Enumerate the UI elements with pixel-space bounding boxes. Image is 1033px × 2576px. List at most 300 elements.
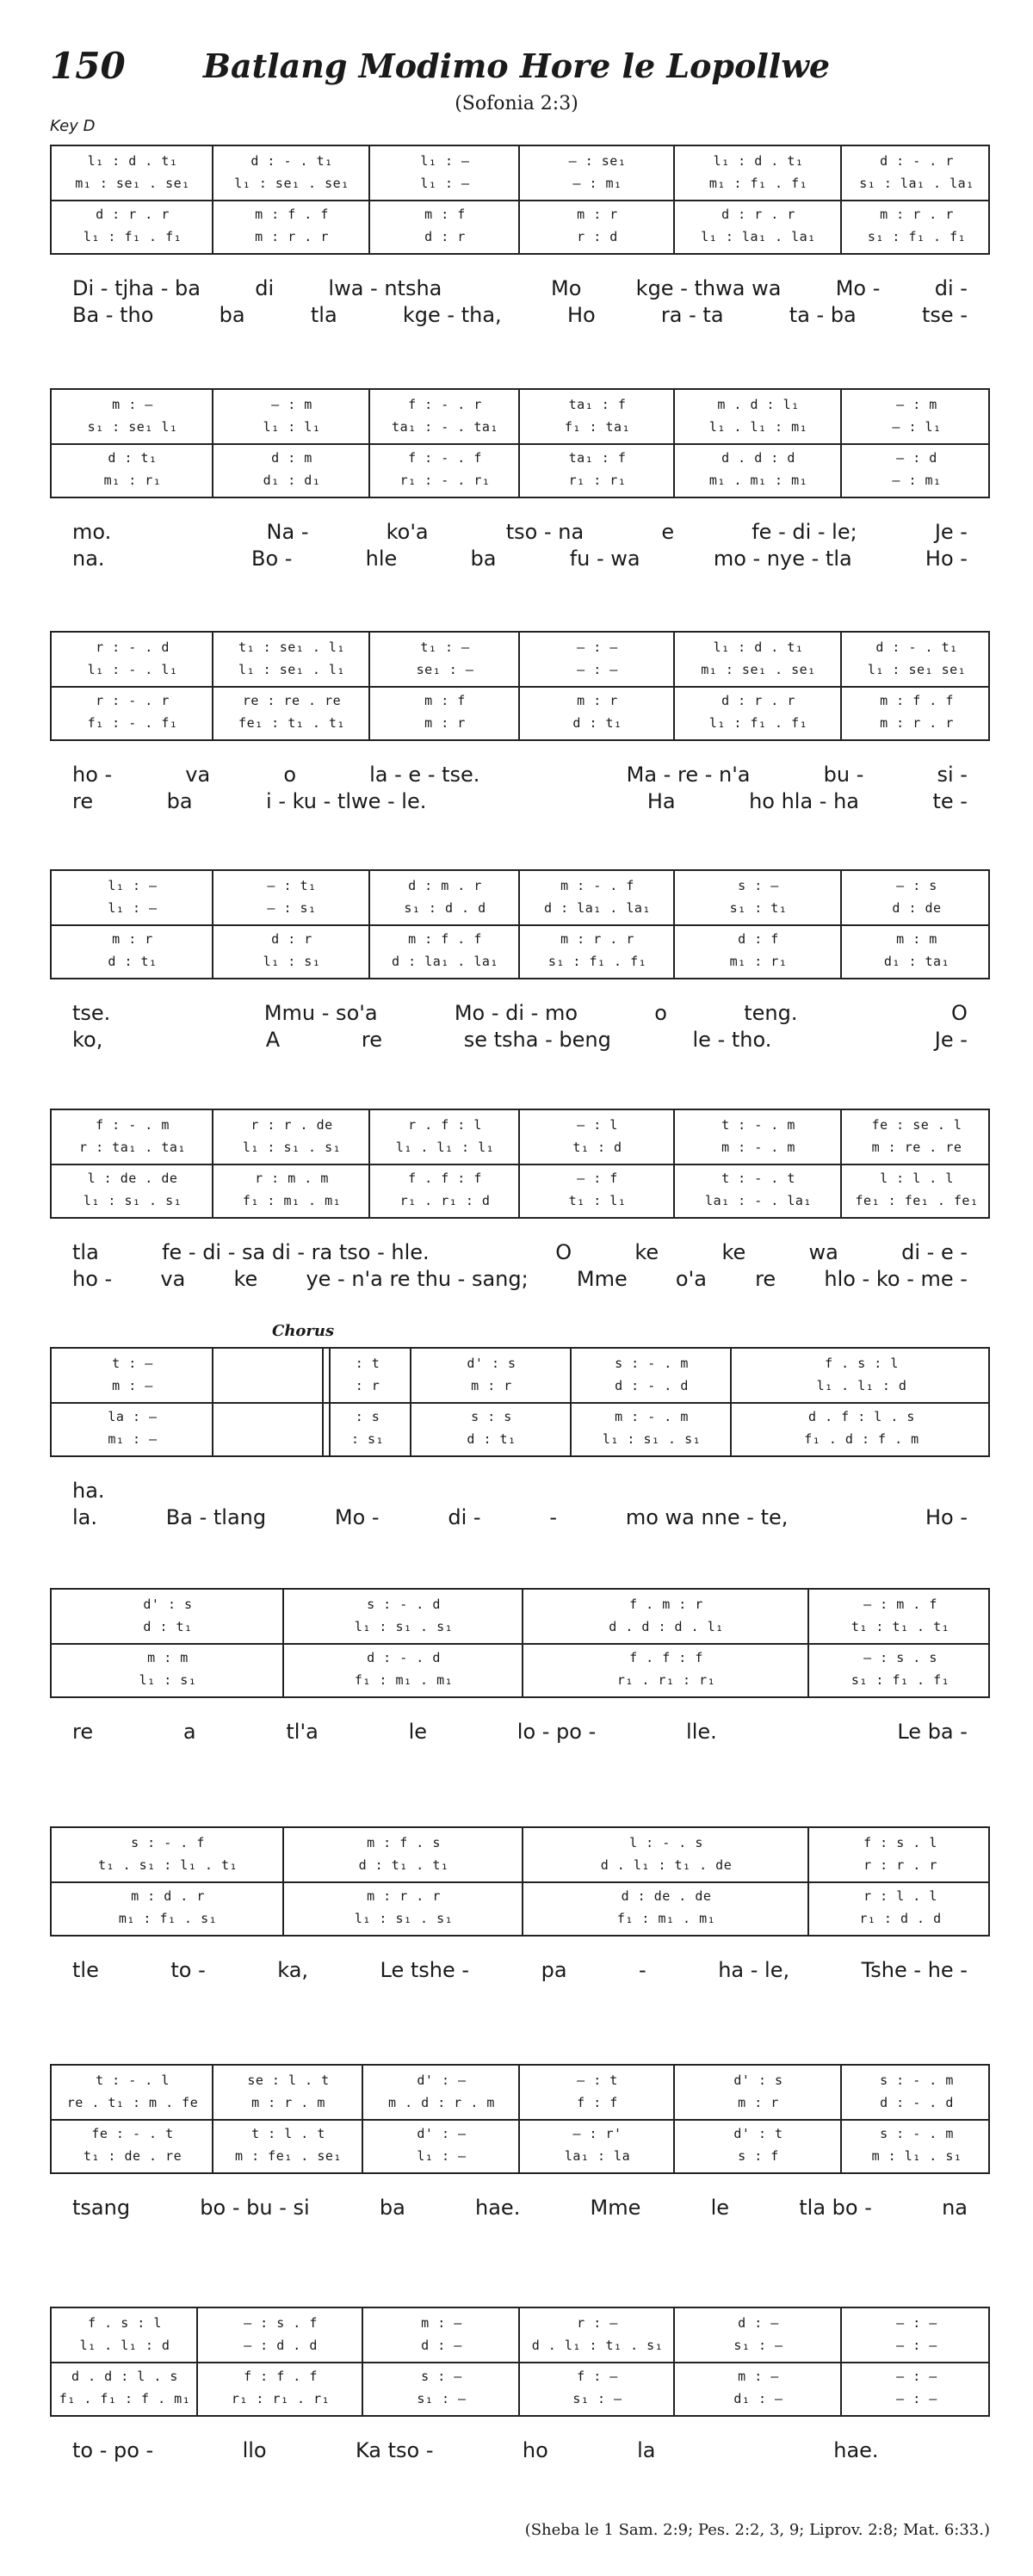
sol-fa-notes: s : — [421, 2369, 462, 2384]
lyric-syllable: lo - po - [516, 1720, 597, 1744]
measure-cell [520, 871, 675, 926]
sol-fa-notes: r₁ : r₁ [568, 473, 627, 488]
lyric-syllable: to - po - [72, 2438, 154, 2462]
lyric-line [50, 1478, 990, 1504]
measure-cell [842, 443, 992, 498]
sol-fa-notes: m : — [421, 2315, 462, 2331]
sol-fa-notes: r : - . r [96, 693, 170, 708]
sol-fa-notes: r : r . r [863, 1857, 937, 1873]
lyric-syllable: ye - n'a re thu - sang; [306, 1267, 529, 1291]
sol-fa-notes: s₁ : d . d [404, 900, 486, 916]
sol-fa-notes: m : r [738, 2095, 779, 2110]
lyric-syllable: la. [72, 1505, 98, 1529]
sol-fa-notes: f₁ : - . f₁ [87, 715, 178, 731]
sol-fa-notes: : s₁ [350, 1431, 385, 1447]
lyric-syllable: Ho - [925, 1505, 968, 1529]
lyric-syllable: o [654, 1001, 667, 1025]
measure-cell [52, 871, 213, 926]
music-system [50, 1826, 990, 2033]
sol-fa-notes: s : - . m [880, 2073, 954, 2088]
sol-fa-notes: m : f . s [367, 1835, 441, 1850]
music-system [50, 1347, 990, 1554]
lyric-syllable: di [255, 276, 275, 300]
lyric-syllable: lle. [686, 1720, 717, 1744]
sol-fa-notes: — : — [896, 2315, 937, 2331]
sol-fa-notes: s₁ : f₁ . f₁ [851, 1672, 950, 1688]
lyrics [50, 275, 990, 329]
lyric-syllable: Tshe - he - [861, 1958, 968, 1982]
lyric-syllable: ho [522, 2438, 548, 2462]
sol-fa-notes: d' : s [733, 2073, 783, 2088]
measure-cell [370, 633, 520, 688]
measure-cell [52, 146, 213, 201]
measure-cell [675, 924, 842, 979]
sol-fa-notes: l₁ : f₁ . f₁ [708, 715, 808, 731]
sol-fa-notes: t : - . m [721, 1117, 795, 1133]
lyric-syllable: le [408, 1720, 427, 1744]
lyric-syllable: bo - bu - si [200, 2196, 310, 2220]
sol-fa-notes: l₁ : f₁ . f₁ [83, 229, 182, 244]
sol-fa-notes: t : — [112, 1356, 153, 1371]
sol-fa-notes: f : f . f [244, 2369, 318, 2384]
sol-fa-staff [50, 869, 990, 979]
measure-cell [52, 390, 213, 445]
sol-fa-notes: t : - . l [96, 2073, 170, 2088]
lyric-syllable: Mmu - so'a [263, 1001, 378, 1025]
measure-cell [52, 1402, 213, 1457]
measure-cell [520, 633, 675, 688]
lyric-syllable: ho - [72, 763, 113, 787]
lyric-syllable: Mo - [334, 1505, 380, 1529]
sol-fa-notes: m : - . f [560, 878, 634, 893]
measure-cell [520, 2308, 675, 2363]
lyric-syllable: ba [470, 547, 497, 571]
lyrics [50, 1239, 990, 1293]
sol-fa-notes: m : - . m [615, 1409, 689, 1424]
measure-cell [370, 146, 520, 201]
lyrics [50, 519, 990, 572]
sol-fa-notes: m : — [112, 1378, 153, 1393]
sol-fa-notes: d' : t [733, 2126, 783, 2141]
sol-fa-notes: : t [355, 1356, 380, 1371]
sol-fa-notes: f₁ : m₁ . m₁ [616, 1911, 716, 1926]
measure-cell [213, 1164, 370, 1219]
lyric-syllable: o'a [675, 1267, 707, 1291]
sol-fa-notes: d . d : d [721, 450, 795, 466]
lyric-syllable: tse - [922, 303, 968, 327]
sol-fa-notes: l₁ : s₁ [139, 1672, 197, 1688]
scripture-subtitle: (Sofonia 2:3) [455, 93, 578, 114]
measure-cell [842, 200, 992, 255]
music-system [50, 2307, 990, 2513]
measure-cell [324, 1349, 411, 1404]
lyrics [50, 1000, 990, 1053]
measure-cell [523, 1881, 809, 1937]
measure-cell [842, 2362, 992, 2417]
hymn-title: Batlang Modimo Hore le Lopollwe [202, 46, 831, 85]
sol-fa-notes: s₁ : t₁ [729, 900, 788, 916]
lyric-syllable: teng. [744, 1001, 798, 1025]
lyric-line [50, 275, 990, 302]
measure-cell [52, 1828, 284, 1883]
measure-cell [213, 633, 370, 688]
sol-fa-notes: d : m . r [408, 878, 482, 893]
measure-cell [213, 1402, 324, 1457]
music-system [50, 2064, 990, 2270]
lyric-syllable: la - e - tse. [369, 763, 480, 787]
lyric-syllable: ba [379, 2196, 405, 2220]
sol-fa-notes: l : de . de [87, 1171, 178, 1186]
measure-cell [675, 1164, 842, 1219]
measure-cell [213, 443, 370, 498]
sol-fa-notes: d' : — [417, 2073, 467, 2088]
measure-cell [52, 1349, 213, 1404]
sol-fa-notes: f : — [577, 2369, 618, 2384]
lyric-line [50, 1957, 990, 1984]
measure-cell [520, 2362, 675, 2417]
sol-fa-notes: t₁ : l₁ [568, 1193, 627, 1208]
sol-fa-notes: t : - . t [721, 1171, 795, 1186]
lyrics [50, 1478, 990, 1531]
sol-fa-notes: d' : s [467, 1356, 516, 1371]
measure-cell [370, 686, 520, 741]
sol-fa-notes: f . s : l [825, 1356, 899, 1371]
lyric-syllable: Ba - tho [72, 303, 154, 327]
sol-fa-notes: m : r [112, 931, 153, 947]
sol-fa-notes: m : f [424, 693, 466, 708]
measure-cell [213, 924, 370, 979]
sol-fa-notes: r : r . de [251, 1117, 333, 1133]
measure-cell [52, 686, 213, 741]
sol-fa-notes: d . d : l . s [71, 2369, 178, 2384]
sol-fa-notes: d : — [421, 2338, 462, 2353]
sol-fa-notes: d : - . d [880, 2095, 954, 2110]
sol-fa-notes: d : t₁ [572, 715, 622, 731]
sol-fa-notes: s : — [738, 878, 779, 893]
lyric-syllable: tsang [72, 2196, 131, 2220]
measure-cell [52, 1881, 284, 1937]
measure-cell [52, 200, 213, 255]
lyrics [50, 2195, 990, 2221]
sol-fa-notes: ta₁ : - . ta₁ [392, 419, 498, 435]
sol-fa-notes: r : - . d [96, 639, 170, 655]
sol-fa-notes: m : f . f [880, 693, 954, 708]
lyric-syllable: la [637, 2438, 656, 2462]
sol-fa-notes: s : - . f [131, 1835, 205, 1850]
sol-fa-notes: f : f [577, 2095, 618, 2110]
lyric-syllable: Mo - di - mo [454, 1001, 578, 1025]
measure-cell [809, 1643, 992, 1698]
sol-fa-notes: d : — [738, 2315, 779, 2331]
measure-cell [284, 1590, 523, 1645]
sol-fa-notes: d : - . t₁ [251, 153, 333, 169]
measure-cell [675, 633, 842, 688]
measure-cell [284, 1881, 523, 1937]
measure-cell [52, 2308, 198, 2363]
sol-fa-notes: t₁ : se₁ . l₁ [238, 639, 345, 655]
measure-cell [370, 390, 520, 445]
measure-cell [213, 871, 370, 926]
sol-fa-notes: d : - . t₁ [875, 639, 958, 655]
sol-fa-staff [50, 388, 990, 498]
lyric-line [50, 519, 990, 546]
sol-fa-notes: d : la₁ . la₁ [544, 900, 651, 916]
lyric-syllable: le - tho. [692, 1028, 772, 1052]
lyric-syllable: Le tshe - [380, 1958, 470, 1982]
sol-fa-notes: s₁ : la₁ . la₁ [859, 176, 974, 191]
measure-cell [52, 1110, 213, 1165]
sol-fa-notes: — : r' [572, 2126, 622, 2141]
sol-fa-notes: l₁ : — [417, 2148, 467, 2164]
measure-cell [732, 1402, 992, 1457]
sol-fa-notes: fe₁ : t₁ . t₁ [238, 715, 345, 731]
lyric-syllable: re [361, 1028, 382, 1052]
lyric-syllable: tl'a [286, 1720, 319, 1744]
measure-cell [520, 2066, 675, 2121]
music-system [50, 145, 990, 351]
sol-fa-notes: fe₁ : fe₁ . fe₁ [855, 1193, 979, 1208]
lyric-syllable: va [160, 1267, 186, 1291]
sol-fa-notes: — : l [577, 1117, 618, 1133]
sol-fa-notes: m : r . m [251, 2095, 325, 2110]
sol-fa-notes: m : — [738, 2369, 779, 2384]
measure-cell [675, 200, 842, 255]
measure-cell [842, 686, 992, 741]
measure-cell [842, 2066, 992, 2121]
sol-fa-notes: f : - . r [408, 397, 482, 412]
measure-cell [523, 1590, 809, 1645]
sol-fa-notes: — : m₁ [892, 473, 942, 488]
sol-fa-notes: s₁ : — [733, 2338, 783, 2353]
music-system [50, 1588, 990, 1795]
lyric-syllable: ko, [72, 1028, 103, 1052]
measure-cell [213, 1349, 324, 1404]
lyric-syllable: fu - wa [569, 547, 640, 571]
lyric-syllable: re [72, 1720, 94, 1744]
measure-cell [198, 2308, 363, 2363]
lyric-syllable: tla [72, 1240, 99, 1264]
lyric-syllable: di - [448, 1505, 481, 1529]
sol-fa-notes: — : — [896, 2369, 937, 2384]
lyric-syllable: mo. [72, 520, 112, 544]
sol-fa-notes: m : d . r [131, 1888, 205, 1904]
lyric-syllable: O [951, 1001, 968, 1025]
measure-cell [523, 1828, 809, 1883]
lyric-line [50, 1266, 990, 1293]
measure-cell [675, 871, 842, 926]
lyric-syllable: llo [242, 2438, 267, 2462]
measure-cell [572, 1349, 732, 1404]
measure-cell [809, 1590, 992, 1645]
sol-fa-notes: s : - . d [367, 1597, 441, 1612]
lyric-syllable: se tsha - beng [463, 1028, 611, 1052]
sol-fa-notes: d : r [424, 229, 466, 244]
lyric-syllable: hae. [475, 2196, 521, 2220]
sol-fa-notes: m : f . f [255, 207, 329, 222]
measure-cell [52, 2119, 213, 2174]
lyric-line [50, 2437, 990, 2464]
sol-fa-notes: m : fe₁ . se₁ [235, 2148, 342, 2164]
sol-fa-notes: d : r [271, 931, 312, 947]
sol-fa-notes: t₁ : — [420, 639, 470, 655]
sol-fa-notes: d₁ : d₁ [263, 473, 321, 488]
measure-cell [363, 2066, 520, 2121]
measure-cell [52, 1164, 213, 1219]
measure-cell [213, 390, 370, 445]
sol-fa-notes: t₁ : d [572, 1140, 622, 1155]
measure-cell [363, 2119, 520, 2174]
sol-fa-notes: s : - . m [615, 1356, 689, 1371]
sol-fa-notes: : r [355, 1378, 380, 1393]
lyric-syllable: wa [808, 1240, 838, 1264]
sol-fa-notes: ta₁ : f [568, 397, 627, 412]
measure-cell [842, 871, 992, 926]
sol-fa-notes: l₁ : d . t₁ [713, 639, 804, 655]
measure-cell [675, 686, 842, 741]
sol-fa-notes: m : - . m [721, 1140, 795, 1155]
measure-cell [52, 1643, 284, 1698]
lyric-syllable: ke [634, 1240, 659, 1264]
lyric-syllable: hle [365, 547, 398, 571]
measure-cell [52, 924, 213, 979]
measure-cell [370, 443, 520, 498]
lyric-syllable: Mme [576, 1267, 628, 1291]
lyric-line [50, 302, 990, 329]
measure-cell [213, 2066, 363, 2121]
sol-fa-notes: d : t₁ [467, 1431, 516, 1447]
measure-cell [213, 200, 370, 255]
measure-cell [842, 146, 992, 201]
lyric-syllable: ha - le, [718, 1958, 790, 1982]
measure-cell [675, 2308, 842, 2363]
lyric-syllable: tso - na [505, 520, 585, 544]
sol-fa-notes: s : s [471, 1409, 512, 1424]
sol-fa-notes: m : re . re [871, 1140, 962, 1155]
sol-fa-notes: m : — [112, 397, 153, 412]
sol-fa-notes: r₁ . r₁ : d [399, 1193, 491, 1208]
sol-fa-notes: f : - . m [96, 1117, 170, 1133]
lyric-syllable: ho - [72, 1267, 113, 1291]
sol-fa-notes: fe : se . l [871, 1117, 962, 1133]
sol-fa-notes: d . l₁ : t₁ . s₁ [531, 2338, 664, 2353]
key-signature: Key D [50, 117, 96, 135]
sol-fa-notes: m₁ : se₁ . se₁ [75, 176, 190, 191]
sol-fa-notes: l₁ : s₁ [263, 954, 321, 969]
measure-cell [213, 1110, 370, 1165]
measure-cell [213, 2119, 363, 2174]
lyric-syllable: na [942, 2196, 968, 2220]
measure-cell [520, 443, 675, 498]
sol-fa-notes: d₁ : — [733, 2391, 783, 2406]
lyric-syllable: va [185, 763, 211, 787]
lyric-syllable: kge - thwa wa [635, 276, 782, 300]
sol-fa-notes: m : m [147, 1650, 189, 1665]
lyric-line [50, 546, 990, 572]
sol-fa-notes: m₁ . m₁ : m₁ [708, 473, 808, 488]
lyric-syllable: i - ku - tlwe - le. [266, 789, 427, 813]
sol-fa-notes: l₁ : la₁ . la₁ [701, 229, 816, 244]
sol-fa-notes: l₁ : d . t₁ [87, 153, 178, 169]
sol-fa-notes: d : la₁ . la₁ [392, 954, 498, 969]
lyrics [50, 762, 990, 815]
sol-fa-notes: — : s [896, 878, 937, 893]
sol-fa-notes: — : d . d [244, 2338, 318, 2353]
sol-fa-notes: d : - . d [367, 1650, 441, 1665]
measure-cell [52, 633, 213, 688]
sol-fa-notes: l₁ . l₁ : l₁ [395, 1140, 495, 1155]
measure-cell [363, 2308, 520, 2363]
lyric-syllable: Ho - [925, 547, 968, 571]
lyric-line [50, 2195, 990, 2221]
measure-cell [520, 146, 675, 201]
measure-cell [842, 1110, 992, 1165]
lyric-syllable: tle [72, 1958, 99, 1982]
sol-fa-notes: l₁ : s₁ . s₁ [602, 1431, 702, 1447]
measure-cell [370, 200, 520, 255]
measure-cell [842, 2308, 992, 2363]
measure-cell [520, 924, 675, 979]
sol-fa-notes: l₁ : se₁ . se₁ [234, 176, 349, 191]
sol-fa-notes: r : ta₁ . ta₁ [79, 1140, 186, 1155]
measure-cell [842, 924, 992, 979]
measure-cell [675, 146, 842, 201]
sol-fa-notes: l₁ : d . t₁ [713, 153, 804, 169]
sol-fa-notes: l₁ : s₁ . s₁ [354, 1619, 454, 1634]
sol-fa-notes: : s [355, 1409, 380, 1424]
measure-cell [411, 1402, 572, 1457]
lyric-syllable: - [549, 1505, 558, 1529]
measure-cell [809, 1881, 992, 1937]
sol-fa-notes: d : de [892, 900, 942, 916]
measure-cell [520, 200, 675, 255]
sol-fa-notes: — : s . s [863, 1650, 937, 1665]
lyric-syllable: Na - [266, 520, 309, 544]
lyric-syllable: lwa - ntsha [328, 276, 442, 300]
sol-fa-notes: m : r [471, 1378, 512, 1393]
measure-cell [284, 1643, 523, 1698]
lyric-syllable: re [72, 789, 94, 813]
lyric-line [50, 1504, 990, 1531]
sol-fa-notes: l₁ : s₁ . s₁ [242, 1140, 342, 1155]
sol-fa-notes: — : t₁ [267, 878, 317, 893]
measure-cell [370, 924, 520, 979]
sol-fa-staff [50, 145, 990, 255]
lyric-syllable: fe - di - sa di - ra tso - hle. [162, 1240, 430, 1264]
sol-fa-notes: r₁ : - . r₁ [399, 473, 491, 488]
sol-fa-notes: m : r . r [880, 207, 954, 222]
sol-fa-notes: f . f : f [408, 1171, 482, 1186]
measure-cell [809, 1828, 992, 1883]
lyric-syllable: le [710, 2196, 730, 2220]
sol-fa-notes: m₁ : — [108, 1431, 158, 1447]
sol-fa-notes: l₁ : s₁ . s₁ [354, 1911, 454, 1926]
sol-fa-notes: r : l . l [863, 1888, 937, 1904]
sol-fa-notes: — : — [577, 662, 618, 677]
sol-fa-notes: d : de . de [621, 1888, 712, 1904]
sol-fa-notes: se : l . t [247, 2073, 330, 2088]
measure-cell [520, 1164, 675, 1219]
lyric-syllable: o [283, 763, 297, 787]
lyric-syllable: tla [310, 303, 337, 327]
sol-fa-notes: m₁ : r₁ [103, 473, 162, 488]
sol-fa-notes: f : - . f [408, 450, 482, 466]
sol-fa-notes: se₁ : — [416, 662, 474, 677]
measure-cell [523, 1643, 809, 1698]
measure-cell [842, 390, 992, 445]
sol-fa-notes: l : l . l [880, 1171, 954, 1186]
lyric-line [50, 1000, 990, 1027]
measure-cell [370, 1164, 520, 1219]
